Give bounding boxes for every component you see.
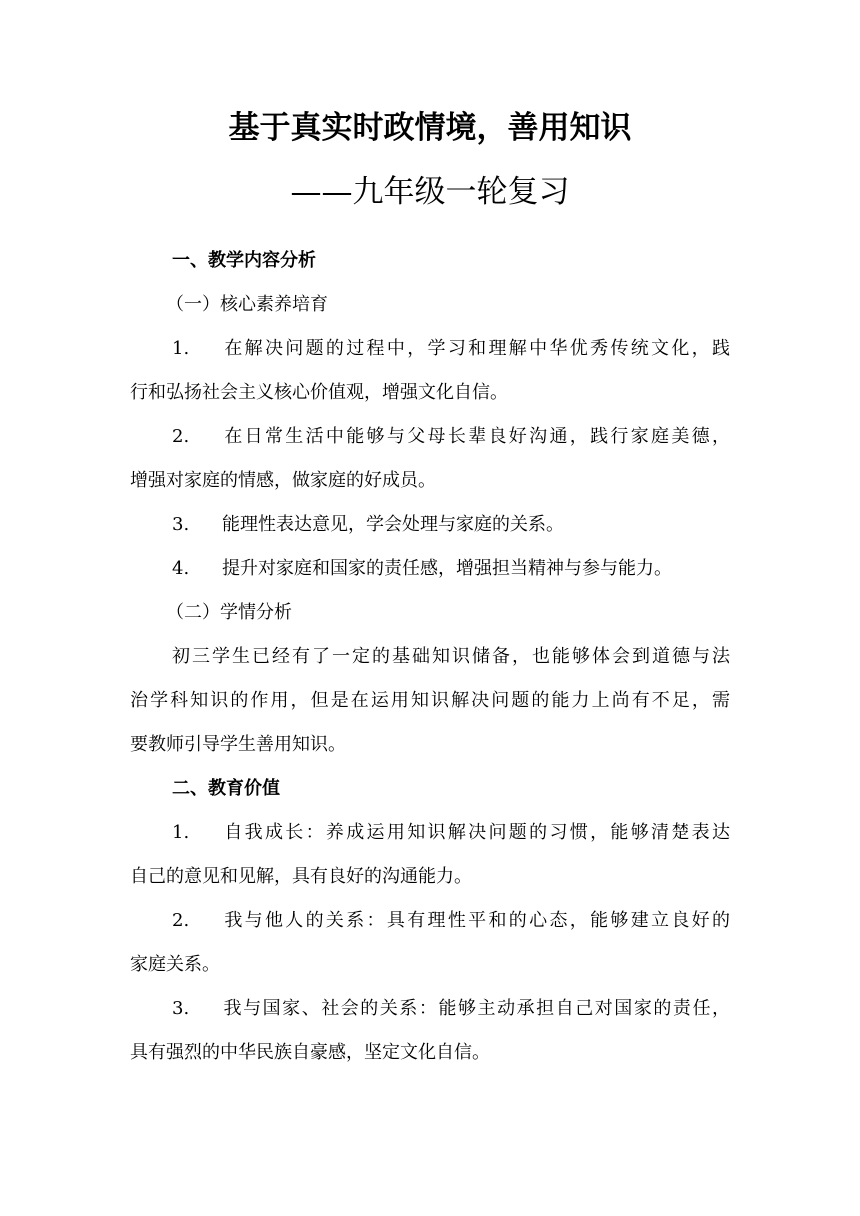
list-item-text: 我与他人的关系：具有理性平和的心态，能够建立良好的	[222, 910, 730, 931]
list-item	[130, 327, 730, 371]
list-item-number: 2.	[172, 910, 190, 931]
subsection-heading-student-analysis: （二）学情分析	[166, 602, 292, 623]
list-item	[130, 987, 730, 1031]
subsection-heading-core-literacy: （一）核心素养培育	[166, 294, 328, 315]
list-item-number: 1.	[172, 338, 190, 359]
list-item-number: 3.	[172, 998, 190, 1019]
document-title: 基于真实时政情境，善用知识	[228, 110, 632, 146]
list-item-continuation: 具有强烈的中华民族自豪感，坚定文化自信。	[130, 1042, 490, 1063]
list-item-number: 1.	[172, 822, 190, 843]
list-item	[130, 547, 730, 591]
list-item	[130, 415, 730, 459]
section-heading-teaching-content: 一、教学内容分析	[172, 250, 316, 271]
list-item-number: 3.	[172, 514, 190, 535]
list-item-continuation: 行和弘扬社会主义核心价值观，增强文化自信。	[130, 382, 508, 403]
paragraph-line: 初三学生已经有了一定的基础知识储备，也能够体会到道德与法	[172, 646, 730, 667]
list-item	[130, 503, 730, 547]
document-subtitle: ——九年级一轮复习	[290, 174, 570, 210]
list-item-text: 提升对家庭和国家的责任感，增强担当精神与参与能力。	[222, 558, 672, 579]
section-heading-educational-value: 二、教育价值	[172, 778, 280, 799]
document-body	[130, 239, 730, 1075]
list-item-text: 能理性表达意见，学会处理与家庭的关系。	[222, 514, 564, 535]
list-item-number: 4.	[172, 558, 190, 579]
list-item	[130, 899, 730, 943]
list-item-text: 自我成长：养成运用知识解决问题的习惯，能够清楚表达	[222, 822, 730, 843]
list-item-text: 在解决问题的过程中，学习和理解中华优秀传统文化，践	[222, 338, 730, 359]
list-item	[130, 811, 730, 855]
list-item-continuation: 自己的意见和见解，具有良好的沟通能力。	[130, 866, 472, 887]
paragraph-line: 治学科知识的作用，但是在运用知识解决问题的能力上尚有不足，需	[130, 690, 730, 711]
paragraph-line: 要教师引导学生善用知识。	[130, 734, 346, 755]
list-item-text: 在日常生活中能够与父母长辈良好沟通，践行家庭美德，	[222, 426, 730, 447]
list-item-number: 2.	[172, 426, 190, 447]
list-item-text: 我与国家、社会的关系：能够主动承担自己对国家的责任，	[222, 998, 730, 1019]
list-item-continuation: 家庭关系。	[130, 954, 220, 975]
list-item-continuation: 增强对家庭的情感，做家庭的好成员。	[130, 470, 436, 491]
